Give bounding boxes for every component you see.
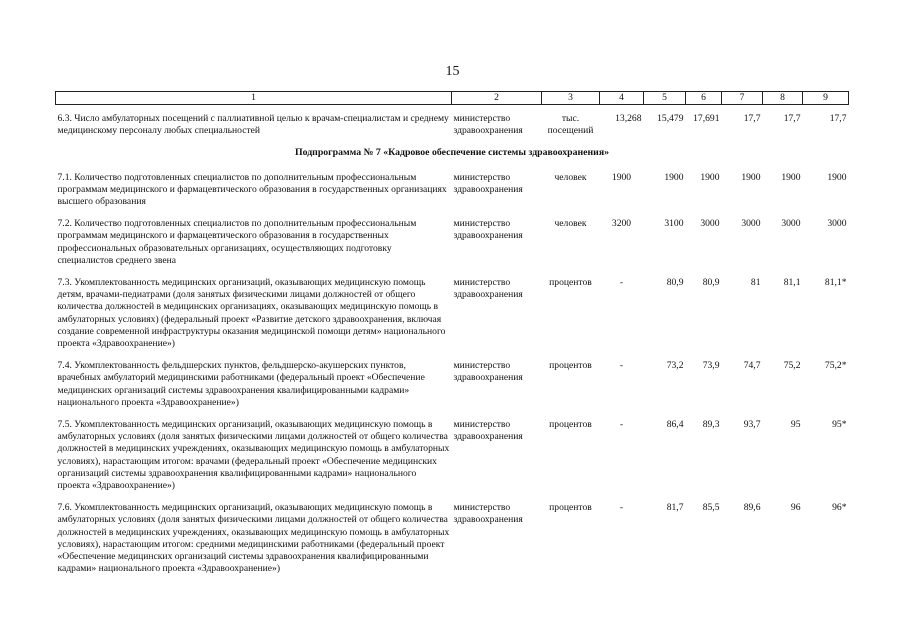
- value-cell: 73,9: [702, 360, 720, 372]
- value-cell: 17,7: [829, 113, 847, 124]
- column-header: 1: [56, 92, 452, 105]
- table-row: [56, 172, 849, 209]
- column-header: 4: [600, 92, 644, 105]
- value-cell: 85,5: [702, 502, 720, 514]
- responsible-ministry: министерство здравоохранения: [453, 113, 523, 137]
- value-cell: 89,6: [743, 502, 761, 514]
- responsible-ministry: министерство здравоохранения: [453, 171, 523, 195]
- indicator-description: 7.1. Количество подготовленных специалистов по дополнительным профессиональным программам медицинского и фармацевтического образования в государственных организациях высшего образования: [57, 171, 447, 208]
- table-row: [56, 277, 849, 350]
- responsible-ministry: министерство здравоохранения: [453, 419, 523, 443]
- value-cell: 1900: [664, 171, 684, 183]
- value-cell: 3000: [781, 218, 801, 230]
- value-cell: 74,7: [743, 360, 761, 372]
- column-header: 6: [686, 92, 722, 105]
- value-cell: 17,691: [693, 113, 720, 124]
- page-number: 15: [445, 64, 460, 79]
- unit-of-measure: тыс. посещений: [547, 113, 594, 137]
- value-cell: 95: [790, 419, 801, 431]
- value-cell: 3100: [664, 218, 684, 230]
- value-cell: 93,7: [743, 419, 761, 431]
- value-cell: 1900: [611, 171, 632, 183]
- column-number-header: [56, 92, 849, 105]
- value-cell: 96: [790, 502, 801, 514]
- value-cell: 96*: [832, 502, 847, 514]
- value-cell: 17,7: [743, 113, 761, 124]
- value-cell: 81: [750, 277, 761, 289]
- value-cell: -: [619, 360, 624, 372]
- indicators-table: [55, 91, 849, 576]
- indicator-description: 7.3. Укомплектованность медицинских организаций, оказывающих медицинскую помощь детям, врачами-педиатрами (доля занятых физическими лицами должностей от общего количества должностей в медицинских организациях, оказывающих медицинскую помощь в амбулаторных условиях) (федеральный проект «Развитие детского здравоохранения, включая создание современной инфраструктуры оказания медицинской помощи детям» национального проекта «Здравоохранение»): [57, 277, 446, 350]
- unit-of-measure: процентов: [549, 502, 592, 514]
- value-cell: 75,2*: [824, 360, 847, 372]
- indicator-description: 7.6. Укомплектованность медицинских организаций, оказывающих медицинскую помощь в амбулаторных условиях (доля занятых физическими лицами должностей от общего количества должностей в медицинских учреждениях, оказывающих медицинскую помощь в амбулаторных условиях), нарастающим итогом: средними медицинскими работниками (федеральный проект «Обеспечение медицинских организаций системы здравоохранения квалифицированными кадрами» национального проекта «Здравоохранение»): [57, 502, 450, 575]
- column-header: 9: [803, 92, 849, 105]
- indicator-description: 7.5. Укомплектованность медицинских организаций, оказывающих медицинскую помощь в амбулаторных условиях (доля занятых физическими лицами должностей от общего количества должностей в медицинских учреждениях, оказывающих медицинскую помощь в амбулаторных условиях), нарастающим итогом: врачами (федеральный проект «Обеспечение медицинских организаций системы здравоохранения квалифицированными кадрами» национального проекта «Здравоохранение»): [57, 419, 450, 492]
- responsible-ministry: министерство здравоохранения: [453, 502, 523, 526]
- responsible-ministry: министерство здравоохранения: [453, 218, 523, 242]
- value-cell: 80,9: [666, 277, 684, 289]
- responsible-ministry: министерство здравоохранения: [453, 360, 523, 384]
- value-cell: 81,1*: [824, 277, 847, 289]
- unit-of-measure: человек: [554, 171, 587, 183]
- column-header: 3: [542, 92, 600, 105]
- value-cell: 15,479: [657, 113, 684, 124]
- value-cell: 3000: [741, 218, 761, 230]
- column-header: 2: [452, 92, 542, 105]
- value-cell: 86,4: [666, 419, 684, 431]
- value-cell: 3000: [827, 218, 847, 230]
- table-row: [56, 360, 849, 409]
- value-cell: 1900: [827, 171, 847, 183]
- value-cell: 73,2: [666, 360, 684, 372]
- value-cell: 1900: [700, 171, 720, 183]
- value-cell: 3200: [611, 218, 632, 230]
- value-cell: 81,1: [783, 277, 801, 289]
- subprogram-row: [56, 147, 849, 159]
- value-cell: 1900: [741, 171, 761, 183]
- subprogram-title: Подпрограмма № 7 «Кадровое обеспечение системы здравоохранения»: [294, 147, 610, 159]
- table-row: [56, 218, 849, 267]
- column-header: 5: [644, 92, 686, 105]
- value-cell: 13,268: [615, 113, 642, 124]
- indicator-description: 7.2. Количество подготовленных специалистов по дополнительным профессиональным программам медицинского и фармацевтического образования в государственных профессиональных образовательных организациях, осуществляющих подготовку специалистов среднего звена: [57, 218, 417, 266]
- unit-of-measure: процентов: [549, 277, 592, 289]
- table-row: [56, 502, 849, 575]
- value-cell: 95*: [832, 419, 847, 431]
- value-cell: 80,9: [702, 277, 720, 289]
- indicator-description: 6.3. Число амбулаторных посещений с паллиативной целью к врачам-специалистам и среднему медицинскому персоналу любых специальностей: [57, 113, 449, 137]
- value-cell: 17,7: [783, 113, 801, 124]
- unit-of-measure: человек: [554, 218, 587, 230]
- value-cell: 81,7: [666, 502, 684, 514]
- value-cell: 1900: [781, 171, 801, 183]
- indicator-description: 7.4. Укомплектованность фельдшерских пунктов, фельдшерско-акушерских пунктов, врачебных амбулаторий медицинскими работниками (федеральный проект «Обеспечение медицинских организаций системы здравоохранения квалифицированными кадрами» национального проекта «Здравоохранение»): [57, 360, 425, 408]
- value-cell: 89,3: [702, 419, 720, 431]
- unit-of-measure: процентов: [549, 419, 592, 431]
- responsible-ministry: министерство здравоохранения: [453, 277, 523, 301]
- value-cell: 3000: [700, 218, 720, 230]
- table-row: [56, 419, 849, 492]
- column-header: 8: [763, 92, 803, 105]
- value-cell: 75,2: [783, 360, 801, 372]
- table-row: [56, 113, 849, 137]
- value-cell: -: [619, 419, 624, 431]
- value-cell: -: [619, 502, 624, 514]
- value-cell: -: [619, 277, 624, 289]
- unit-of-measure: процентов: [549, 360, 592, 372]
- column-header: 7: [722, 92, 763, 105]
